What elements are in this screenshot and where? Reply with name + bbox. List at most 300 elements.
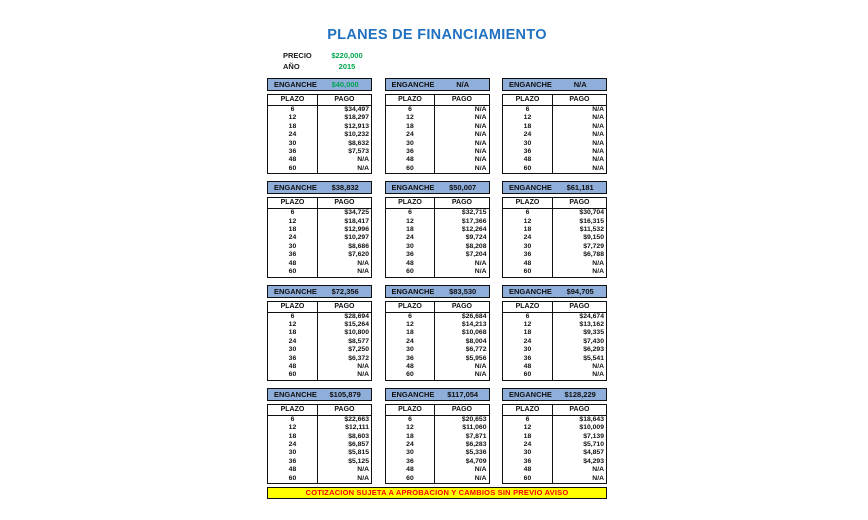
enganche-value: N/A (573, 80, 587, 89)
plan-row (268, 114, 372, 122)
enganche-label: ENGANCHE (509, 183, 552, 193)
pago-cell: N/A (474, 164, 487, 172)
pago-cell: N/A (474, 156, 487, 164)
plan-row (385, 148, 489, 156)
pago-cell: $8,208 (465, 242, 487, 250)
plazo-cell: 48 (503, 363, 553, 371)
plazo-cell: 6 (268, 415, 318, 424)
pago-cell: N/A (357, 156, 369, 164)
plazo-cell: 36 (503, 355, 553, 363)
pago-cell: N/A (592, 371, 604, 379)
enganche-value: $117,054 (447, 389, 479, 399)
pago-cell: $9,335 (583, 329, 604, 337)
pago-cell: N/A (474, 268, 487, 276)
pago-cell: $5,125 (348, 457, 369, 465)
plazo-cell: 60 (385, 165, 435, 174)
enganche-label: ENGANCHE (509, 80, 552, 89)
plan-row (385, 114, 489, 122)
pago-cell: $24,674 (579, 312, 604, 320)
enganche-value: $83,530 (449, 286, 477, 296)
pago-cell: N/A (592, 259, 604, 267)
pago-cell: $26,684 (461, 312, 487, 320)
plan-row (268, 312, 372, 321)
plan-row (503, 449, 607, 457)
plan-row (385, 243, 489, 251)
pago-cell: $12,264 (461, 226, 487, 234)
plazo-cell: 12 (268, 424, 318, 432)
plazo-cell: 12 (503, 424, 553, 432)
plan-row (385, 441, 489, 449)
enganche-label: ENGANCHE (274, 80, 317, 89)
plazo-cell: 48 (385, 260, 435, 268)
enganche-value: $50,007 (449, 183, 477, 193)
plan-row (268, 329, 372, 337)
plan-table-header-row (385, 95, 489, 106)
pago-cell: $11,060 (462, 424, 487, 432)
plazo-cell: 6 (268, 106, 318, 115)
plan-table-header-row (268, 198, 372, 209)
pago-cell: N/A (474, 139, 487, 147)
plazo-cell: 12 (503, 321, 553, 329)
plazo-cell: 18 (385, 123, 435, 131)
plan-row (385, 458, 489, 466)
plazo-cell: 36 (268, 148, 318, 156)
pago-column-header: PAGO (317, 301, 371, 312)
plan-row (385, 321, 489, 329)
plan-row (503, 251, 607, 259)
plan-row (268, 371, 372, 380)
pago-column-header: PAGO (552, 198, 606, 209)
plan-row (503, 268, 607, 277)
plan-row (503, 243, 607, 251)
pago-cell: $10,297 (344, 234, 369, 242)
plazo-cell: 48 (503, 156, 553, 164)
plazo-cell: 36 (268, 251, 318, 259)
pago-cell: $5,956 (465, 354, 487, 362)
plan-row (503, 441, 607, 449)
plan-table (502, 197, 607, 277)
pago-column-header: PAGO (552, 301, 606, 312)
enganche-header (267, 181, 372, 194)
plazo-cell: 36 (268, 355, 318, 363)
plan-row (385, 433, 489, 441)
plazo-cell: 60 (268, 475, 318, 484)
plan-row (385, 140, 489, 148)
plan-table (267, 197, 372, 277)
pago-cell: N/A (357, 259, 369, 267)
plazo-cell: 6 (385, 209, 435, 218)
plazo-cell: 18 (385, 329, 435, 337)
plan-row (503, 131, 607, 139)
pago-cell: $13,162 (579, 320, 604, 328)
enganche-value: $94,705 (566, 286, 594, 296)
enganche-header (502, 388, 607, 401)
enganche-label: ENGANCHE (509, 389, 552, 399)
pago-cell: $7,871 (465, 432, 487, 440)
plan-row (385, 346, 489, 354)
plazo-cell: 18 (268, 226, 318, 234)
plazo-cell: 24 (385, 338, 435, 346)
plan-row (385, 209, 489, 218)
plan-row (385, 131, 489, 139)
enganche-header (385, 181, 490, 194)
plan-row (268, 449, 372, 457)
plazo-cell: 60 (385, 268, 435, 277)
enganche-header (502, 181, 607, 194)
enganche-label: ENGANCHE (391, 389, 435, 399)
plazo-cell: 18 (503, 329, 553, 337)
plan-row (503, 156, 607, 164)
enganche-value: $40,000 (331, 80, 359, 89)
plan-card (267, 285, 372, 381)
plazo-cell: 60 (503, 371, 553, 380)
plan-card (385, 285, 490, 381)
plan-row (503, 363, 607, 371)
enganche-header (502, 78, 607, 91)
enganche-value: $105,879 (329, 389, 361, 399)
pago-cell: $7,139 (583, 432, 604, 440)
plazo-column-header: PLAZO (385, 95, 435, 106)
pago-cell: $4,293 (583, 457, 604, 465)
plan-table (385, 94, 490, 174)
plan-table-header-row (268, 301, 372, 312)
plazo-cell: 6 (385, 312, 435, 321)
plazo-cell: 12 (385, 424, 435, 432)
plan-card (385, 388, 490, 484)
pago-cell: N/A (474, 106, 487, 113)
plazo-cell: 18 (503, 226, 553, 234)
plazo-cell: 36 (503, 251, 553, 259)
plazo-cell: 36 (385, 148, 435, 156)
page-title: PLANES DE FINANCIAMIENTO (327, 27, 547, 43)
pago-cell: N/A (592, 362, 604, 370)
pago-cell: $14,213 (461, 320, 487, 328)
enganche-header (267, 78, 372, 91)
pago-cell: $8,632 (348, 139, 369, 147)
plazo-cell: 18 (268, 433, 318, 441)
enganche-label: ENGANCHE (509, 286, 552, 296)
pago-cell: $5,710 (583, 440, 604, 448)
plan-row (268, 268, 372, 277)
plazo-cell: 24 (268, 441, 318, 449)
plazo-cell: 6 (503, 312, 553, 321)
enganche-label: ENGANCHE (274, 183, 317, 193)
plazo-cell: 48 (385, 156, 435, 164)
pago-cell: N/A (592, 474, 604, 482)
plan-row (268, 433, 372, 441)
sheet-content (267, 28, 607, 499)
plan-table-header-row (503, 404, 607, 415)
plan-row (268, 466, 372, 474)
plazo-cell: 60 (503, 475, 553, 484)
plazo-cell: 48 (503, 260, 553, 268)
pago-cell: N/A (592, 164, 604, 172)
plan-row (268, 209, 372, 218)
anio-row (267, 62, 607, 73)
plan-table (267, 94, 372, 174)
plan-table (267, 404, 372, 484)
pago-cell: $30,704 (579, 209, 604, 217)
plazo-cell: 36 (503, 458, 553, 466)
pago-cell: $20,653 (461, 415, 487, 423)
plazo-cell: 6 (503, 209, 553, 218)
pago-cell: N/A (357, 371, 369, 379)
plan-row (268, 234, 372, 242)
plan-row (268, 458, 372, 466)
plan-row (503, 433, 607, 441)
plan-row (385, 312, 489, 321)
enganche-value: N/A (456, 80, 470, 89)
plan-table-header-row (503, 301, 607, 312)
plazo-cell: 30 (268, 140, 318, 148)
plazo-cell: 30 (385, 140, 435, 148)
pago-cell: $18,297 (344, 114, 369, 122)
plan-row (385, 106, 489, 115)
plan-table-header-row (503, 95, 607, 106)
plazo-cell: 36 (385, 458, 435, 466)
pago-cell: $34,497 (344, 106, 369, 113)
plan-row (385, 218, 489, 226)
plan-table (502, 94, 607, 174)
enganche-header (267, 388, 372, 401)
plazo-cell: 12 (268, 218, 318, 226)
pago-cell: $7,430 (583, 337, 604, 345)
pago-cell: N/A (592, 466, 604, 474)
pago-cell: $10,232 (344, 131, 369, 139)
plazo-cell: 24 (503, 338, 553, 346)
pago-cell: $10,009 (579, 424, 604, 432)
pago-cell: $9,724 (465, 234, 487, 242)
plan-card (385, 78, 490, 174)
pago-cell: N/A (474, 466, 487, 474)
pago-cell: N/A (474, 114, 487, 122)
pago-cell: $18,417 (344, 217, 369, 225)
pago-cell: $6,857 (348, 440, 369, 448)
plan-row (385, 371, 489, 380)
pago-cell: N/A (592, 114, 604, 122)
plazo-cell: 48 (268, 363, 318, 371)
plan-row (503, 226, 607, 234)
plan-row (385, 123, 489, 131)
plazo-cell: 30 (268, 449, 318, 457)
pago-cell: N/A (592, 131, 604, 139)
price-info-block (267, 51, 607, 73)
plazo-cell: 30 (385, 243, 435, 251)
plazo-cell: 60 (503, 165, 553, 174)
plan-table-header-row (503, 198, 607, 209)
plan-row (503, 355, 607, 363)
enganche-label: ENGANCHE (391, 80, 435, 89)
plan-row (268, 424, 372, 432)
anio-label: AÑO (283, 62, 300, 71)
plazo-cell: 24 (385, 441, 435, 449)
plan-row (503, 312, 607, 321)
plazo-cell: 12 (268, 321, 318, 329)
pago-cell: $28,694 (344, 312, 369, 320)
plan-row (503, 209, 607, 218)
plazo-cell: 24 (385, 234, 435, 242)
plazo-cell: 60 (385, 475, 435, 484)
plazo-cell: 36 (385, 355, 435, 363)
plazo-column-header: PLAZO (503, 404, 553, 415)
enganche-value: $38,832 (331, 183, 359, 193)
plazo-cell: 24 (503, 131, 553, 139)
plazo-cell: 30 (268, 243, 318, 251)
plan-row (385, 466, 489, 474)
pago-cell: N/A (592, 148, 604, 156)
pago-cell: $15,264 (344, 320, 369, 328)
plazo-cell: 6 (385, 415, 435, 424)
plan-card (502, 285, 607, 381)
pago-cell: $6,283 (465, 440, 487, 448)
plan-row (503, 329, 607, 337)
plan-card (502, 388, 607, 484)
plazo-cell: 24 (268, 131, 318, 139)
plan-row (268, 475, 372, 484)
plan-card (502, 78, 607, 174)
pago-cell: $17,366 (461, 217, 487, 225)
pago-cell: N/A (592, 106, 604, 113)
plan-row (268, 123, 372, 131)
pago-cell: $32,715 (461, 209, 487, 217)
precio-label: PRECIO (283, 51, 312, 60)
pago-cell: $7,573 (348, 148, 369, 156)
pago-cell: N/A (474, 362, 487, 370)
plan-row (503, 321, 607, 329)
plan-row (503, 165, 607, 174)
pago-cell: $6,788 (583, 251, 604, 259)
plazo-column-header: PLAZO (268, 301, 318, 312)
plan-row (268, 243, 372, 251)
plazo-cell: 6 (503, 106, 553, 115)
pago-cell: N/A (474, 148, 487, 156)
enganche-label: ENGANCHE (274, 389, 317, 399)
plan-row (385, 355, 489, 363)
enganche-value: $128,229 (564, 389, 596, 399)
plan-row (268, 346, 372, 354)
pago-cell: $10,800 (344, 329, 369, 337)
pago-cell: $6,293 (583, 346, 604, 354)
plan-row (268, 260, 372, 268)
pago-cell: $7,204 (465, 251, 487, 259)
notice-banner: COTIZACION SUJETA A APROBACION Y CAMBIOS SIN PREVIO AVISO (267, 487, 607, 499)
pago-cell: N/A (357, 164, 369, 172)
plan-table-header-row (385, 198, 489, 209)
plazo-column-header: PLAZO (503, 301, 553, 312)
plan-table (267, 301, 372, 381)
plan-row (503, 415, 607, 424)
pago-column-header: PAGO (435, 301, 489, 312)
pago-cell: $22,663 (344, 415, 369, 423)
plazo-cell: 30 (385, 346, 435, 354)
pago-cell: N/A (592, 139, 604, 147)
pago-cell: $12,913 (344, 122, 369, 130)
plan-table (385, 404, 490, 484)
plan-row (268, 140, 372, 148)
plan-row (503, 260, 607, 268)
plan-table (385, 301, 490, 381)
plazo-cell: 24 (503, 441, 553, 449)
plan-row (503, 114, 607, 122)
enganche-header (385, 388, 490, 401)
plan-row (268, 165, 372, 174)
pago-cell: $6,772 (465, 346, 487, 354)
enganche-label: ENGANCHE (391, 183, 435, 193)
pago-cell: N/A (474, 371, 487, 379)
plan-row (503, 148, 607, 156)
pago-cell: $5,336 (465, 449, 487, 457)
plan-row (385, 156, 489, 164)
plan-table-header-row (385, 404, 489, 415)
plazo-cell: 30 (503, 243, 553, 251)
plan-row (385, 424, 489, 432)
precio-value: $220,000 (331, 51, 363, 60)
pago-column-header: PAGO (435, 404, 489, 415)
plan-row (385, 475, 489, 484)
plan-row (385, 415, 489, 424)
plazo-cell: 18 (385, 433, 435, 441)
plazo-cell: 12 (503, 114, 553, 122)
plazo-cell: 6 (268, 209, 318, 218)
plan-row (385, 329, 489, 337)
pago-column-header: PAGO (552, 404, 606, 415)
plazo-cell: 60 (268, 268, 318, 277)
plazo-cell: 30 (385, 449, 435, 457)
pago-cell: $5,541 (583, 354, 604, 362)
pago-cell: N/A (357, 466, 369, 474)
plan-row (503, 123, 607, 131)
plan-row (503, 106, 607, 115)
plan-row (385, 338, 489, 346)
plan-row (268, 355, 372, 363)
plan-row (268, 106, 372, 115)
enganche-header (385, 78, 490, 91)
enganche-header (267, 285, 372, 298)
enganche-header (502, 285, 607, 298)
pago-cell: N/A (592, 156, 604, 164)
pago-cell: $11,532 (579, 226, 604, 234)
pago-cell: N/A (474, 474, 487, 482)
plazo-cell: 36 (503, 148, 553, 156)
enganche-value: $72,356 (331, 286, 359, 296)
pago-cell: $6,372 (348, 354, 369, 362)
anio-value: 2015 (338, 62, 356, 71)
pago-column-header: PAGO (435, 198, 489, 209)
pago-cell: $8,577 (348, 337, 369, 345)
plan-row (268, 441, 372, 449)
plan-row (268, 218, 372, 226)
pago-cell: $7,620 (348, 251, 369, 259)
pago-cell: N/A (357, 268, 369, 276)
plan-row (503, 424, 607, 432)
plazo-column-header: PLAZO (385, 198, 435, 209)
plazo-cell: 60 (268, 371, 318, 380)
plazo-column-header: PLAZO (503, 95, 553, 106)
pago-cell: N/A (474, 122, 487, 130)
plan-row (503, 218, 607, 226)
plazo-cell: 18 (503, 433, 553, 441)
plazo-cell: 48 (503, 466, 553, 474)
plan-table-header-row (268, 95, 372, 106)
pago-cell: N/A (474, 131, 487, 139)
plan-row (385, 165, 489, 174)
pago-cell: N/A (592, 268, 604, 276)
plazo-cell: 18 (385, 226, 435, 234)
plazo-cell: 6 (268, 312, 318, 321)
pago-cell: $12,996 (344, 226, 369, 234)
plazo-cell: 6 (385, 106, 435, 115)
plan-table-header-row (385, 301, 489, 312)
